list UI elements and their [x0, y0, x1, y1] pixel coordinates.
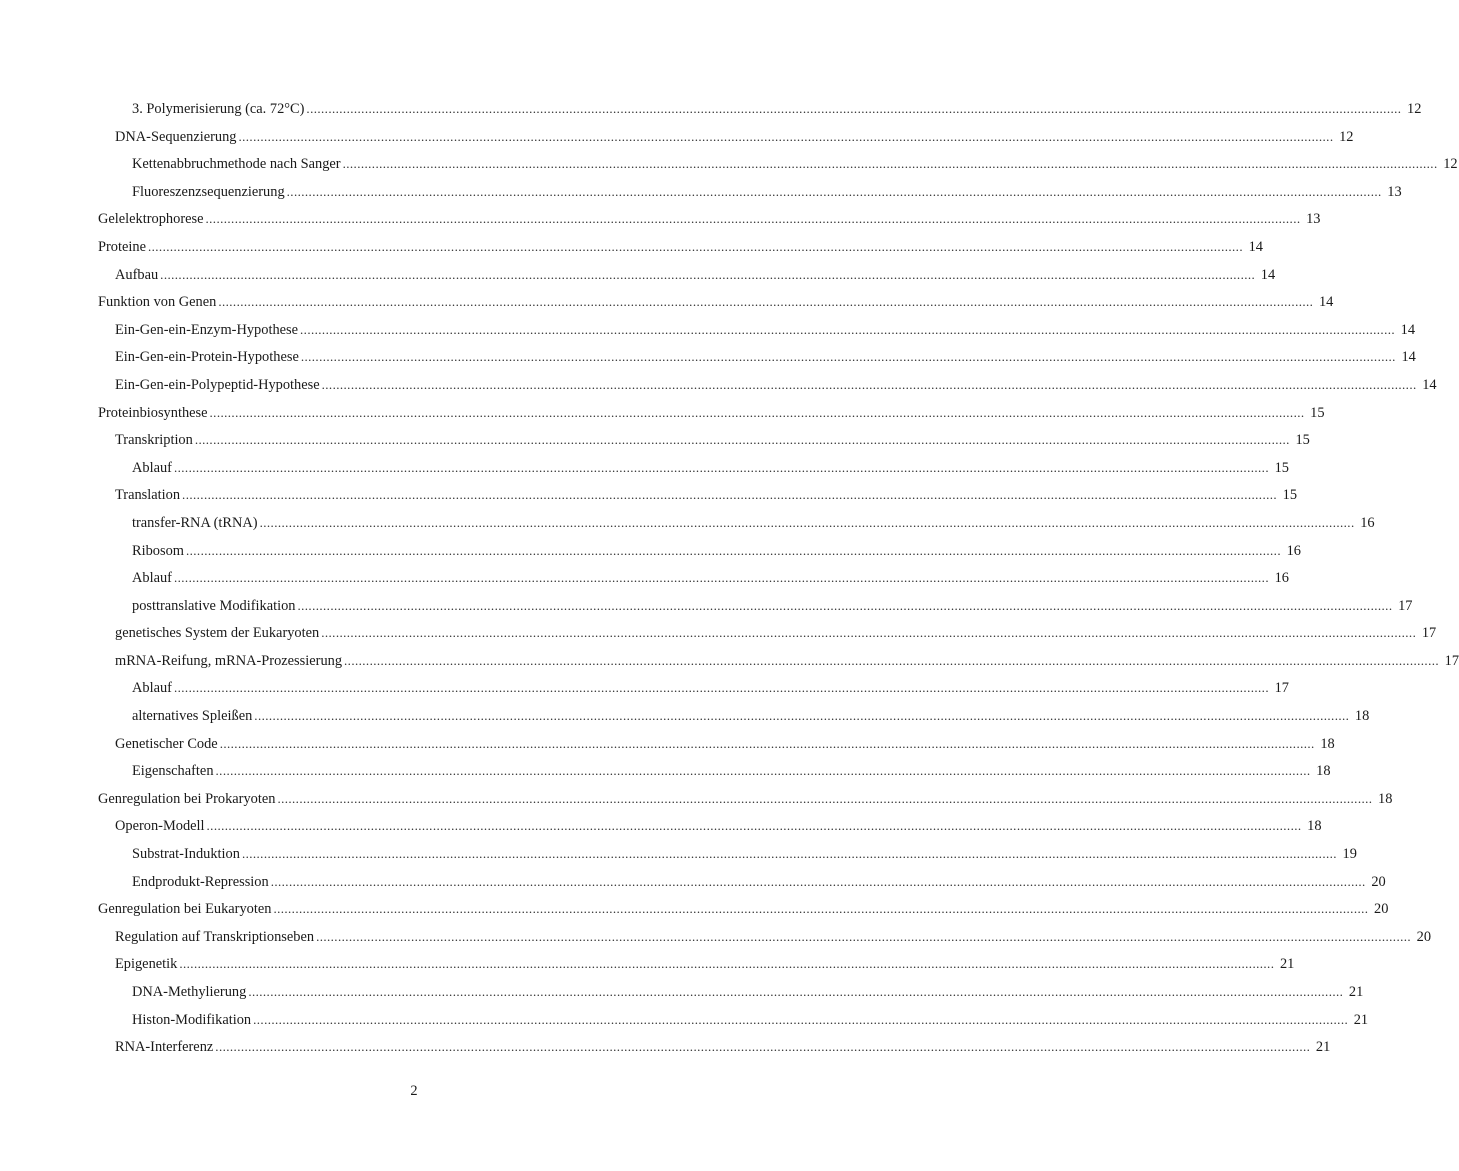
toc-entry-title: RNA-Interferenz: [115, 1039, 214, 1056]
toc-entry-title: Ein-Gen-ein-Protein-Hypothese: [115, 349, 299, 366]
toc-entry-page: 21: [1353, 1011, 1369, 1028]
toc-entry[interactable]: [98, 950, 1295, 978]
toc-dot-leader: ............................................................................................................................................................................................................................................................................................................: [321, 625, 1417, 641]
toc-entry-title: transfer-RNA (tRNA): [132, 514, 258, 531]
toc-entry-page: 16: [1286, 542, 1301, 559]
toc-dot-leader: ............................................................................................................................................................................................................................................................................................................: [194, 432, 1290, 448]
toc-entry-page: 13: [1387, 183, 1402, 200]
toc-entry[interactable]: [98, 509, 1375, 537]
toc-dot-leader: ............................................................................................................................................................................................................................................................................................................: [248, 984, 1344, 999]
toc-dot-leader: ............................................................................................................................................................................................................................................................................................................: [321, 376, 1417, 392]
toc-dot-leader: ............................................................................................................................................................................................................................................................................................................: [185, 542, 1281, 558]
toc-dot-leader: ............................................................................................................................................................................................................................................................................................................: [215, 1039, 1311, 1055]
toc-entry-title: Genregulation bei Prokaryoten: [98, 790, 276, 807]
toc-dot-leader: ............................................................................................................................................................................................................................................................................................................: [179, 956, 1275, 972]
toc-dot-leader: ............................................................................................................................................................................................................................................................................................................: [270, 873, 1366, 889]
toc-entry-title: Aufbau: [115, 266, 159, 283]
toc-entry-page: 12: [1339, 128, 1354, 145]
toc-entry[interactable]: [98, 123, 1354, 151]
toc-entry-title: Ablauf: [132, 459, 172, 476]
toc-entry[interactable]: [98, 895, 1389, 923]
toc-entry[interactable]: [98, 592, 1413, 620]
toc-entry-page: 18: [1354, 708, 1370, 725]
toc-entry-title: Ablauf: [132, 570, 172, 587]
toc-entry-title: Funktion von Genen: [98, 294, 217, 311]
toc-entry-page: 17: [1274, 680, 1289, 697]
toc-dot-leader: ............................................................................................................................................................................................................................................................................................................: [344, 652, 1440, 668]
toc-entry-page: 16: [1274, 570, 1289, 587]
toc-entry-page: 17: [1421, 625, 1437, 642]
page-number: 2: [410, 1083, 418, 1099]
toc-dot-leader: ............................................................................................................................................................................................................................................................................................................: [286, 183, 1382, 199]
toc-dot-leader: ............................................................................................................................................................................................................................................................................................................: [297, 597, 1393, 613]
toc-entry-page: 17: [1398, 597, 1413, 614]
toc-entry-title: Epigenetik: [115, 956, 178, 973]
toc-entry-title: Ein-Gen-ein-Polypeptid-Hypothese: [115, 376, 320, 393]
toc-dot-leader: ............................................................................................................................................................................................................................................................................................................: [215, 763, 1311, 779]
toc-entry[interactable]: [98, 426, 1310, 454]
toc-entry-title: Genregulation bei Eukaryoten: [98, 901, 272, 918]
table-of-contents: [98, 95, 1459, 1061]
toc-entry-title: Genetischer Code: [115, 735, 218, 752]
toc-dot-leader: ............................................................................................................................................................................................................................................................................................................: [173, 459, 1269, 475]
toc-entry[interactable]: [98, 785, 1393, 813]
toc-entry-page: 15: [1295, 432, 1310, 449]
toc-entry-page: 14: [1318, 294, 1334, 311]
toc-entry[interactable]: [98, 730, 1335, 758]
toc-dot-leader: ............................................................................................................................................................................................................................................................................................................: [147, 238, 1243, 254]
toc-entry-page: 20: [1416, 928, 1432, 945]
toc-entry[interactable]: [98, 261, 1276, 289]
toc-entry[interactable]: [98, 178, 1402, 206]
toc-dot-leader: ............................................................................................................................................................................................................................................................................................................: [300, 321, 1396, 337]
toc-entry-title: Operon-Modell: [115, 818, 205, 835]
toc-entry[interactable]: [98, 150, 1458, 178]
toc-entry-page: 17: [1444, 652, 1459, 669]
toc-entry[interactable]: [98, 564, 1289, 592]
toc-entry-page: 14: [1248, 238, 1263, 255]
toc-entry-page: 19: [1342, 846, 1357, 863]
toc-entry[interactable]: [98, 316, 1416, 344]
toc-entry-title: mRNA-Reifung, mRNA-Prozessierung: [115, 652, 343, 669]
toc-entry[interactable]: [98, 371, 1437, 399]
toc-dot-leader: ............................................................................................................................................................................................................................................................................................................: [160, 266, 1256, 282]
toc-entry-title: DNA-Methylierung: [132, 984, 247, 1000]
toc-dot-leader: ............................................................................................................................................................................................................................................................................................................: [277, 790, 1373, 806]
toc-entry[interactable]: [98, 205, 1321, 233]
toc-entry-title: Substrat-Induktion: [132, 846, 240, 863]
toc-entry-title: Fluoreszenzsequenzierung: [132, 183, 285, 200]
toc-entry[interactable]: [98, 1006, 1369, 1034]
toc-dot-leader: ............................................................................................................................................................................................................................................................................................................: [218, 294, 1314, 310]
toc-dot-leader: ............................................................................................................................................................................................................................................................................................................: [342, 156, 1438, 172]
toc-entry[interactable]: [98, 812, 1322, 840]
toc-entry-page: 14: [1401, 349, 1416, 366]
toc-entry[interactable]: [98, 343, 1416, 371]
toc-entry[interactable]: [98, 619, 1437, 647]
toc-entry-page: 12: [1407, 101, 1422, 117]
toc-entry-title: Ribosom: [132, 542, 184, 559]
toc-dot-leader: ............................................................................................................................................................................................................................................................................................................: [300, 349, 1396, 365]
toc-entry[interactable]: [98, 978, 1364, 1006]
toc-entry-page: 21: [1279, 956, 1295, 973]
toc-entry[interactable]: [98, 702, 1370, 730]
toc-entry[interactable]: [98, 233, 1263, 261]
toc-entry-page: 15: [1274, 459, 1289, 476]
toc-entry-page: 18: [1320, 735, 1335, 752]
toc-entry-page: 15: [1282, 487, 1298, 504]
toc-entry-page: 18: [1378, 790, 1393, 807]
toc-entry[interactable]: [98, 1033, 1331, 1061]
toc-dot-leader: ............................................................................................................................................................................................................................................................................................................: [238, 128, 1334, 144]
toc-entry-page: 20: [1371, 873, 1386, 890]
toc-entry[interactable]: [98, 647, 1459, 675]
toc-dot-leader: ............................................................................................................................................................................................................................................................................................................: [206, 818, 1302, 834]
toc-entry-title: Proteine: [98, 238, 146, 255]
toc-entry-page: 14: [1400, 321, 1416, 338]
toc-dot-leader: ............................................................................................................................................................................................................................................................................................................: [209, 404, 1305, 420]
toc-entry-title: Ablauf: [132, 680, 172, 697]
toc-dot-leader: ............................................................................................................................................................................................................................................................................................................: [219, 735, 1315, 751]
toc-entry[interactable]: [98, 288, 1334, 316]
toc-entry[interactable]: [98, 399, 1325, 427]
toc-entry-page: 20: [1374, 901, 1389, 918]
toc-entry-title: Proteinbiosynthese: [98, 404, 208, 421]
toc-entry-title: Kettenabbruchmethode nach Sanger: [132, 156, 341, 173]
toc-entry[interactable]: [98, 840, 1357, 868]
toc-dot-leader: ............................................................................................................................................................................................................................................................................................................: [173, 570, 1269, 586]
toc-entry-title: Regulation auf Transkriptionseben: [115, 928, 315, 945]
toc-entry[interactable]: [98, 95, 1422, 123]
toc-entry-page: 13: [1306, 211, 1321, 228]
toc-entry-page: 14: [1260, 266, 1276, 283]
toc-entry-page: 14: [1422, 376, 1437, 393]
toc-entry-title: Eigenschaften: [132, 763, 214, 780]
toc-entry-title: Endprodukt-Repression: [132, 873, 269, 890]
toc-entry-title: genetisches System der Eukaryoten: [115, 625, 320, 642]
toc-dot-leader: ............................................................................................................................................................................................................................................................................................................: [205, 211, 1301, 227]
toc-entry-title: Translation: [115, 487, 181, 504]
toc-dot-leader: ............................................................................................................................................................................................................................................................................................................: [273, 901, 1369, 917]
toc-entry-page: 21: [1348, 984, 1364, 1000]
toc-entry-title: Ein-Gen-ein-Enzym-Hypothese: [115, 321, 299, 338]
toc-entry-page: 21: [1315, 1039, 1331, 1056]
toc-entry-title: Histon-Modifikation: [132, 1011, 252, 1028]
toc-entry-title: Gelelektrophorese: [98, 211, 204, 228]
toc-entry-page: 15: [1310, 404, 1325, 421]
toc-entry[interactable]: [98, 481, 1298, 509]
toc-entry[interactable]: [98, 674, 1289, 702]
toc-dot-leader: ............................................................................................................................................................................................................................................................................................................: [241, 846, 1337, 862]
toc-entry-page: 12: [1443, 156, 1458, 173]
toc-entry-page: 18: [1307, 818, 1322, 835]
toc-entry-title: alternatives Spleißen: [132, 708, 253, 725]
toc-entry[interactable]: [98, 757, 1331, 785]
toc-entry-title: posttranslative Modifikation: [132, 597, 296, 614]
toc-dot-leader: ............................................................................................................................................................................................................................................................................................................: [182, 487, 1278, 503]
toc-dot-leader: ............................................................................................................................................................................................................................................................................................................: [173, 680, 1269, 696]
toc-entry-title: Transkription: [115, 432, 193, 449]
toc-dot-leader: ............................................................................................................................................................................................................................................................................................................: [316, 928, 1412, 944]
toc-entry-page: 16: [1360, 514, 1375, 531]
toc-entry-title: DNA-Sequenzierung: [115, 128, 237, 145]
toc-entry-title: 3. Polymerisierung (ca. 72°C): [132, 101, 305, 117]
toc-dot-leader: ............................................................................................................................................................................................................................................................................................................: [306, 101, 1402, 116]
toc-dot-leader: ............................................................................................................................................................................................................................................................................................................: [259, 514, 1355, 530]
toc-dot-leader: ............................................................................................................................................................................................................................................................................................................: [254, 708, 1350, 724]
toc-entry[interactable]: [98, 454, 1289, 482]
toc-entry[interactable]: [98, 537, 1301, 565]
toc-entry[interactable]: [98, 923, 1432, 951]
toc-entry-page: 18: [1316, 763, 1331, 780]
toc-dot-leader: ............................................................................................................................................................................................................................................................................................................: [253, 1011, 1349, 1027]
toc-entry[interactable]: [98, 868, 1386, 896]
